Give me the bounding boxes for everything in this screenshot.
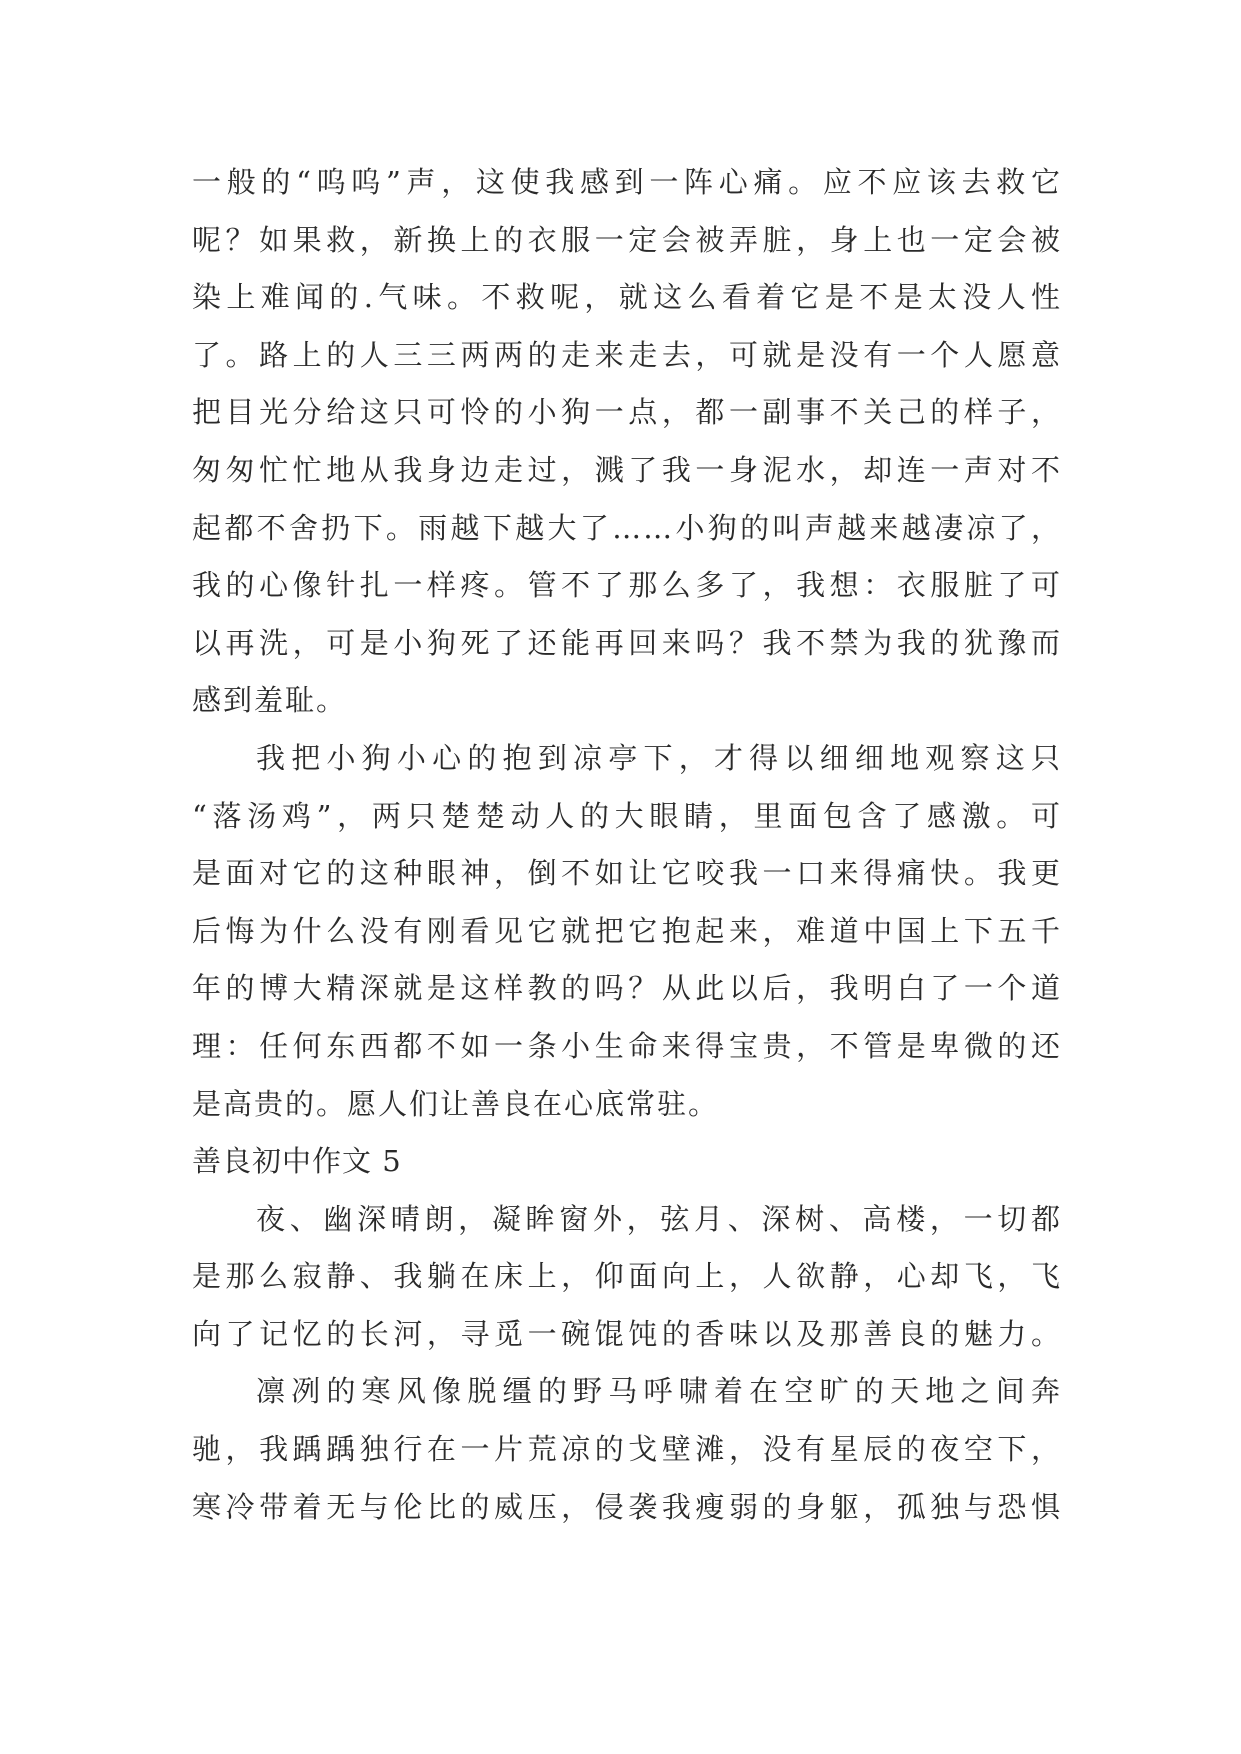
text-line: 理：任何东西都不如一条小生命来得宝贵，不管是卑微的还: [192, 1028, 1062, 1063]
text-line: 感到羞耻。: [192, 683, 348, 718]
text-line: 寒冷带着无与伦比的威压，侵袭我瘦弱的身躯，孤独与恐惧: [192, 1489, 1062, 1524]
document-body: [192, 154, 1062, 1536]
paragraph-1: [192, 154, 1062, 730]
text-line: 凛冽的寒风像脱缰的野马呼啸着在空旷的天地之间奔: [256, 1374, 1062, 1409]
text-line: 以再洗，可是小狗死了还能再回来吗？我不禁为我的犹豫而: [192, 625, 1062, 660]
text-line: 向了记忆的长河，寻觅一碗馄饨的香味以及那善良的魅力。: [192, 1316, 1062, 1351]
section-heading: 善良初中作文 5: [192, 1144, 402, 1179]
text-line: 起都不舍扔下。雨越下越大了……小狗的叫声越来越凄凉了，: [192, 510, 1062, 545]
text-line: 是那么寂静、我躺在床上，仰面向上，人欲静，心却飞，飞: [192, 1259, 1062, 1294]
text-line: 一般的“呜呜”声，这使我感到一阵心痛。应不应该去救它: [192, 165, 1062, 199]
text-line: 夜、幽深晴朗，凝眸窗外，弦月、深树、高楼，一切都: [256, 1201, 1062, 1236]
text-line: 我的心像针扎一样疼。管不了那么多了，我想：衣服脏了可: [192, 568, 1062, 603]
text-line: 是高贵的。愿人们让善良在心底常驻。: [192, 1086, 720, 1121]
paragraph-2: [192, 730, 1062, 1133]
text-line: 年的博大精深就是这样教的吗？从此以后，我明白了一个道: [192, 971, 1062, 1006]
text-line: 后悔为什么没有刚看见它就把它抱起来，难道中国上下五千: [192, 913, 1062, 948]
text-line: 呢？如果救，新换上的衣服一定会被弄脏，身上也一定会被: [192, 222, 1062, 257]
text-line: “落汤鸡”，两只楚楚动人的大眼睛，里面包含了感激。可: [192, 798, 1062, 833]
text-line: 匆匆忙忙地从我身边走过，溅了我一身泥水，却连一声对不: [192, 452, 1062, 487]
text-line: 把目光分给这只可怜的小狗一点，都一副事不关己的样子，: [192, 395, 1062, 430]
text-line: 了。路上的人三三两两的走来走去，可就是没有一个人愿意: [192, 337, 1062, 372]
paragraph-4: [192, 1363, 1062, 1536]
text-line: 是面对它的这种眼神，倒不如让它咬我一口来得痛快。我更: [192, 856, 1062, 891]
text-line: 驰，我踽踽独行在一片荒凉的戈壁滩，没有星辰的夜空下，: [192, 1432, 1062, 1467]
text-line: 我把小狗小心的抱到凉亭下，才得以细细地观察这只: [256, 740, 1062, 775]
text-line: 染上难闻的.气味。不救呢，就这么看着它是不是太没人性: [192, 280, 1062, 315]
paragraph-3: [192, 1191, 1062, 1364]
